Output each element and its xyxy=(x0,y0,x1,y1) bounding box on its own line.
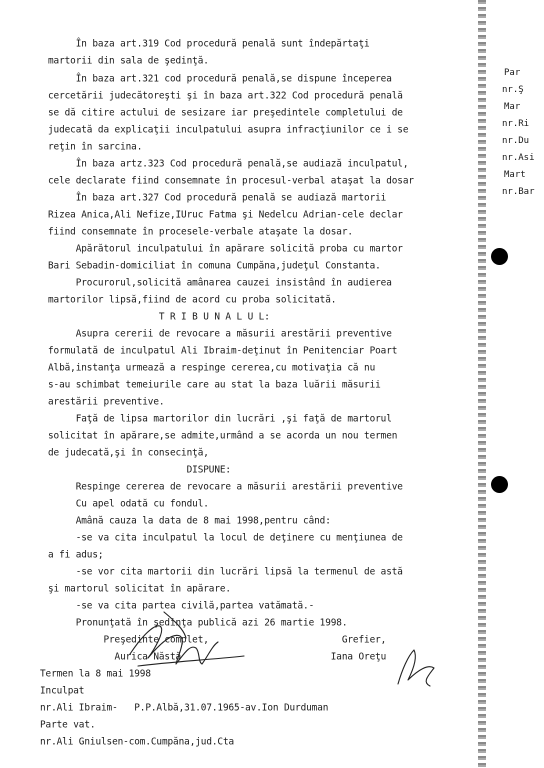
signature-titles: Preşedinte complet, Grefier, xyxy=(48,634,387,646)
text-line: formulată de inculpatul Ali Ibraim-deţinut în Penitenciar Poart xyxy=(48,345,398,357)
margin-note: nr.Ri xyxy=(502,119,530,129)
text-line: -se va cita partea civilă,partea vatămată.- xyxy=(48,600,315,612)
text-line: Rizea Anica,Ali Nefize,IUruc Fatma şi Nedelcu Adrian-cele declar xyxy=(48,209,403,221)
text-line: În baza artz.323 Cod procedură penală,se audiază inculpatul, xyxy=(48,158,409,170)
text-line: În baza art.319 Cod procedură penală sunt îndepărtaţi xyxy=(48,38,370,50)
text-line: -se vor cita martorii din lucrări lipsă la termenul de astă xyxy=(48,566,403,578)
text-line: Inculpat xyxy=(40,685,85,697)
text-line: Albă,instanţa urmează a respinge cererea,cu motivaţia că nu xyxy=(48,362,376,374)
text-line: reţin în sarcina. xyxy=(48,141,143,153)
clerk-signature xyxy=(378,634,468,694)
text-line: Termen la 8 mai 1998 xyxy=(40,668,151,680)
margin-note: Mar xyxy=(504,102,521,112)
text-line: nr.Ali Ibraim- P.P.Albă,31.07.1965-av.Ion Durduman xyxy=(40,702,329,714)
president-signature xyxy=(120,606,270,676)
text-line: a fi adus; xyxy=(48,549,104,561)
text-line: În baza art.327 Cod procedură penală se audiază martorii xyxy=(48,192,387,204)
text-line: Bari Sebadin-domiciliat în comuna Cumpăna,judeţul Constanta. xyxy=(48,260,381,272)
margin-note: Par xyxy=(504,68,521,78)
section-heading-tribunalul: T R I B U N A L U L: xyxy=(48,311,270,323)
text-line: solicitat în apărare,se admite,urmând a se acorda un nou termen xyxy=(48,430,398,442)
text-line: În baza art.321 cod procedură penală,se dispune începerea xyxy=(48,73,392,85)
text-line: Faţă de lipsa martorilor din lucrări ,şi faţă de martorul xyxy=(48,413,392,425)
text-line: şi martorul solicitat în apărare. xyxy=(48,583,231,595)
text-line: judecată da explicaţii inculpatului asupra infracţiunilor ce i se xyxy=(48,124,409,136)
punch-hole xyxy=(491,476,508,493)
text-line: Pronunţată în şedinţa publică azi 26 martie 1998. xyxy=(48,617,348,629)
text-line: Respinge cererea de revocare a măsurii arestării preventive xyxy=(48,481,403,493)
margin-note: nr.Ş xyxy=(502,85,524,95)
text-line: se dă citire actului de sesizare iar preşedintele completului de xyxy=(48,107,403,119)
text-line: arestării preventive. xyxy=(48,396,165,408)
text-line: Parte vat. xyxy=(40,719,96,731)
text-line: martorilor lipsă,fiind de acord cu proba solicitată. xyxy=(48,294,337,306)
section-heading-dispune: DISPUNE: xyxy=(48,464,231,476)
signature-names: Aurica Năstă Iana Oreţu xyxy=(48,651,387,663)
text-line: martorii din sala de şedinţă. xyxy=(48,55,209,67)
text-line: cele declarate fiind consemnate în procesul-verbal ataşat la dosar xyxy=(48,175,414,187)
text-line: Cu apel odată cu fondul. xyxy=(48,498,209,510)
page-fold-edge xyxy=(478,0,486,768)
text-line: Asupra cererii de revocare a măsurii arestării preventive xyxy=(48,328,392,340)
margin-note: nr.Du xyxy=(502,136,530,146)
margin-note: nr.Bar xyxy=(502,187,535,197)
text-line: Procurorul,solicită amânarea cauzei insistând în audierea xyxy=(48,277,392,289)
text-line: nr.Ali Gniulsen-com.Cumpăna,jud.Cta xyxy=(40,736,235,748)
text-line: s-au schimbat temeiurile care au stat la baza luării măsurii xyxy=(48,379,381,391)
punch-hole xyxy=(491,248,508,265)
text-line: cercetării judecătoreşti şi în baza art.322 Cod procedură penală xyxy=(48,90,403,102)
adjacent-page-margin xyxy=(476,0,544,768)
margin-note: nr.Asi xyxy=(502,153,535,163)
text-line: Apărătorul inculpatului în apărare solicită proba cu martor xyxy=(48,243,403,255)
margin-note: Mart xyxy=(504,170,526,180)
text-line: -se va cita inculpatul la locul de deţinere cu menţiunea de xyxy=(48,532,403,544)
text-line: de judecată,şi în consecinţă, xyxy=(48,447,209,459)
text-line: Amână cauza la data de 8 mai 1998,pentru când: xyxy=(48,515,331,527)
text-line: fiind consemnate în procesele-verbale ataşate la dosar. xyxy=(48,226,353,238)
